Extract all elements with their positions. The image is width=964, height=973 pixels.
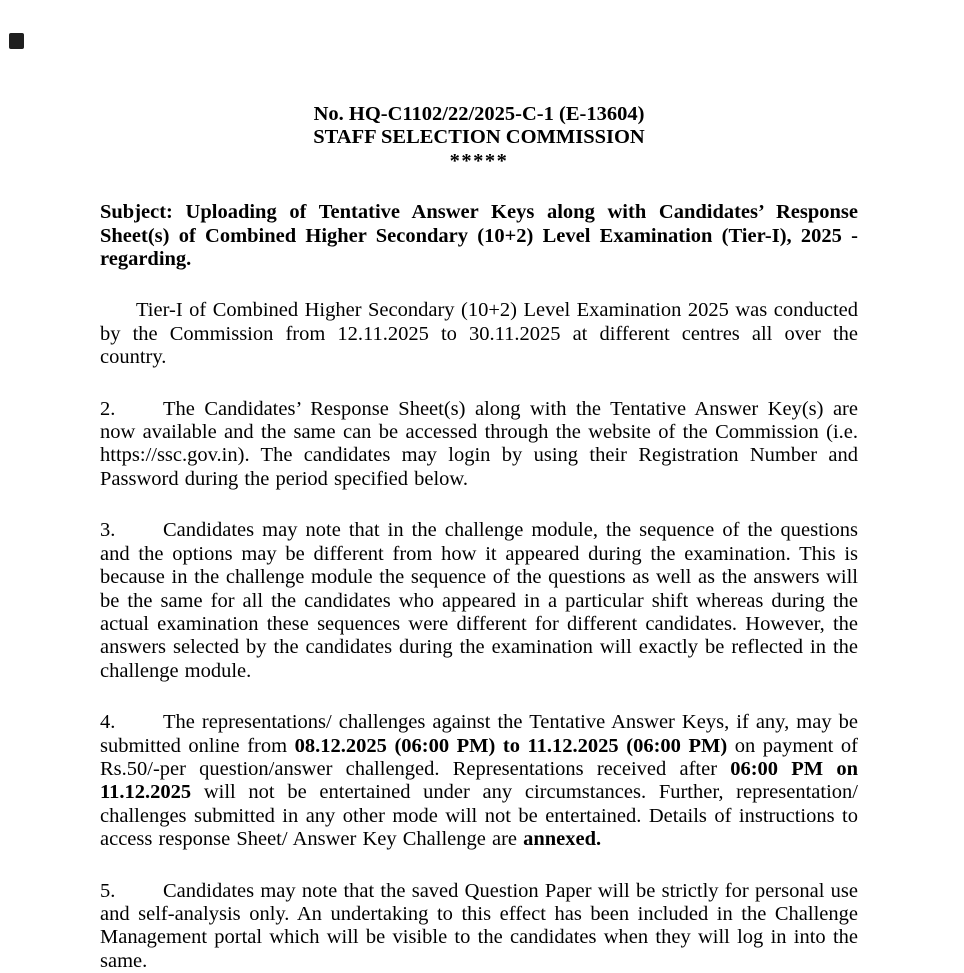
paragraph <box>100 299 858 369</box>
paragraph-number: 5. <box>100 879 116 902</box>
text-run: Tier-I of Combined Higher Secondary (10+2) Level Examination 2025 was conducted by the Commission from 12.11.2025 to 30.11.2025 at different centres all over the country. <box>100 299 858 369</box>
paragraph-number: 3. <box>100 519 116 542</box>
text-run: Candidates may note that in the challenge module, the sequence of the questions and the options may be different from how it appeared during the examination. This is because in the challenge module the sequence of the questions as well as the answers will be the same for all the candidates who appeared in a particular shift whereas during the actual examination these sequences were different for different candidates. However, the answers selected by the candidates during the examination will exactly be reflected in the challenge module. <box>100 519 858 682</box>
scan-artifact-icon <box>9 33 24 49</box>
separator-stars: ***** <box>449 149 509 172</box>
text-run: on payment of Rs.50/-per question/answer challenged. Representations received after <box>100 734 859 780</box>
bold-text-run: 06:00 PM on 11.12.2025 <box>100 757 858 804</box>
paragraph <box>100 711 858 851</box>
bold-text-run: annexed. <box>523 828 602 851</box>
document-header <box>100 103 858 173</box>
organization-name: STAFF SELECTION COMMISSION <box>313 126 645 149</box>
paragraph-number: 2. <box>100 397 116 420</box>
paragraph <box>100 880 858 973</box>
text-run: will not be entertained under any circumstances. Further, representation/ challenges submitted in any other mode will not be entertained. Details of instructions to access response Sheet/ Answer Key Challenge are <box>100 781 858 851</box>
text-run: The representations/ challenges against the Tentative Answer Keys, if any, may be submitted online from <box>100 711 858 757</box>
bold-text-run: 08.12.2025 (06:00 PM) to 11.12.2025 (06:00 PM) <box>294 734 728 757</box>
reference-number: No. HQ-C1102/22/2025-C-1 (E-13604) <box>313 103 645 125</box>
text-run: The Candidates’ Response Sheet(s) along with the Tentative Answer Key(s) are now available and the same can be accessed through the website of the Commission (i.e. https://ssc.gov.in). The candidates may login by using their Registration Number and Password during the period specified below. <box>100 397 858 490</box>
paragraph-number: 4. <box>100 711 116 734</box>
subject-line: Subject: Uploading of Tentative Answer Keys along with Candidates’ Response Sheet(s) of Combined Higher Secondary (10+2) Level Examination (Tier-I), 2025 - regarding. <box>100 201 858 271</box>
paragraph <box>100 398 858 492</box>
text-run: Candidates may note that the saved Question Paper will be strictly for personal use and self-analysis only. An undertaking to this effect has been included in the Challenge Management portal which will be visible to the candidates when they will log in into the same. <box>100 879 858 972</box>
document-body <box>100 299 858 973</box>
paragraph <box>100 519 858 683</box>
